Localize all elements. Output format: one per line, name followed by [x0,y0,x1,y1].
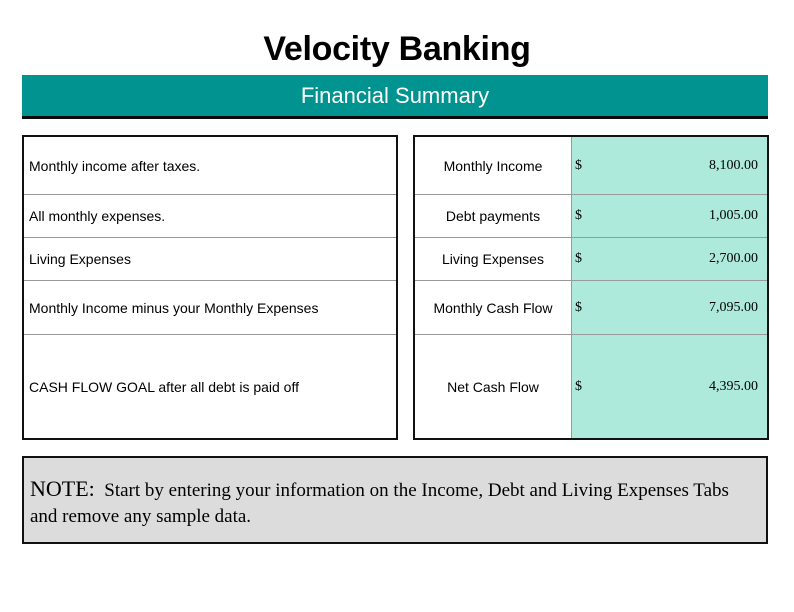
summary-value-cell[interactable] [572,136,769,195]
summary-row [414,335,768,440]
currency-symbol: $ [575,378,582,394]
summary-label: Net Cash Flow [414,335,572,440]
summary-row [414,195,768,238]
description-row [23,335,397,440]
descriptions-table [22,135,398,440]
currency-symbol: $ [575,157,582,173]
summary-amount: 8,100.00 [709,157,758,173]
description-cell: Living Expenses [23,238,397,281]
description-row [23,281,397,335]
section-banner: Financial Summary [22,75,768,119]
summary-label: Living Expenses [414,238,572,281]
summary-amount: 1,005.00 [709,208,758,223]
summary-value-cell[interactable] [572,195,769,238]
summary-label: Debt payments [414,195,572,238]
description-row [23,136,397,195]
summary-label: Monthly Income [414,136,572,195]
currency-symbol: $ [575,208,582,223]
note-label: NOTE: [30,476,95,501]
summary-amount: 4,395.00 [709,378,758,394]
page-title: Velocity Banking [263,30,531,68]
summary-amount: 2,700.00 [709,251,758,266]
summary-label: Monthly Cash Flow [414,281,572,335]
summary-value-cell[interactable] [572,335,769,440]
summary-row [414,281,768,335]
note-text: Start by entering your information on the Income, Debt and Living Expenses Tabs and remove any sample data. [30,480,729,527]
summary-table [413,135,769,440]
description-cell: Monthly income after taxes. [23,136,397,195]
description-row [23,195,397,238]
currency-symbol: $ [575,251,582,266]
summary-value-cell[interactable] [572,238,769,281]
note-box [22,456,768,544]
description-row [23,238,397,281]
currency-symbol: $ [575,299,582,315]
summary-amount: 7,095.00 [709,299,758,315]
summary-value-cell[interactable] [572,281,769,335]
description-cell: CASH FLOW GOAL after all debt is paid off [29,378,299,395]
description-cell: All monthly expenses. [23,195,397,238]
summary-row [414,136,768,195]
description-cell: Monthly Income minus your Monthly Expenses [23,281,397,335]
summary-row [414,238,768,281]
